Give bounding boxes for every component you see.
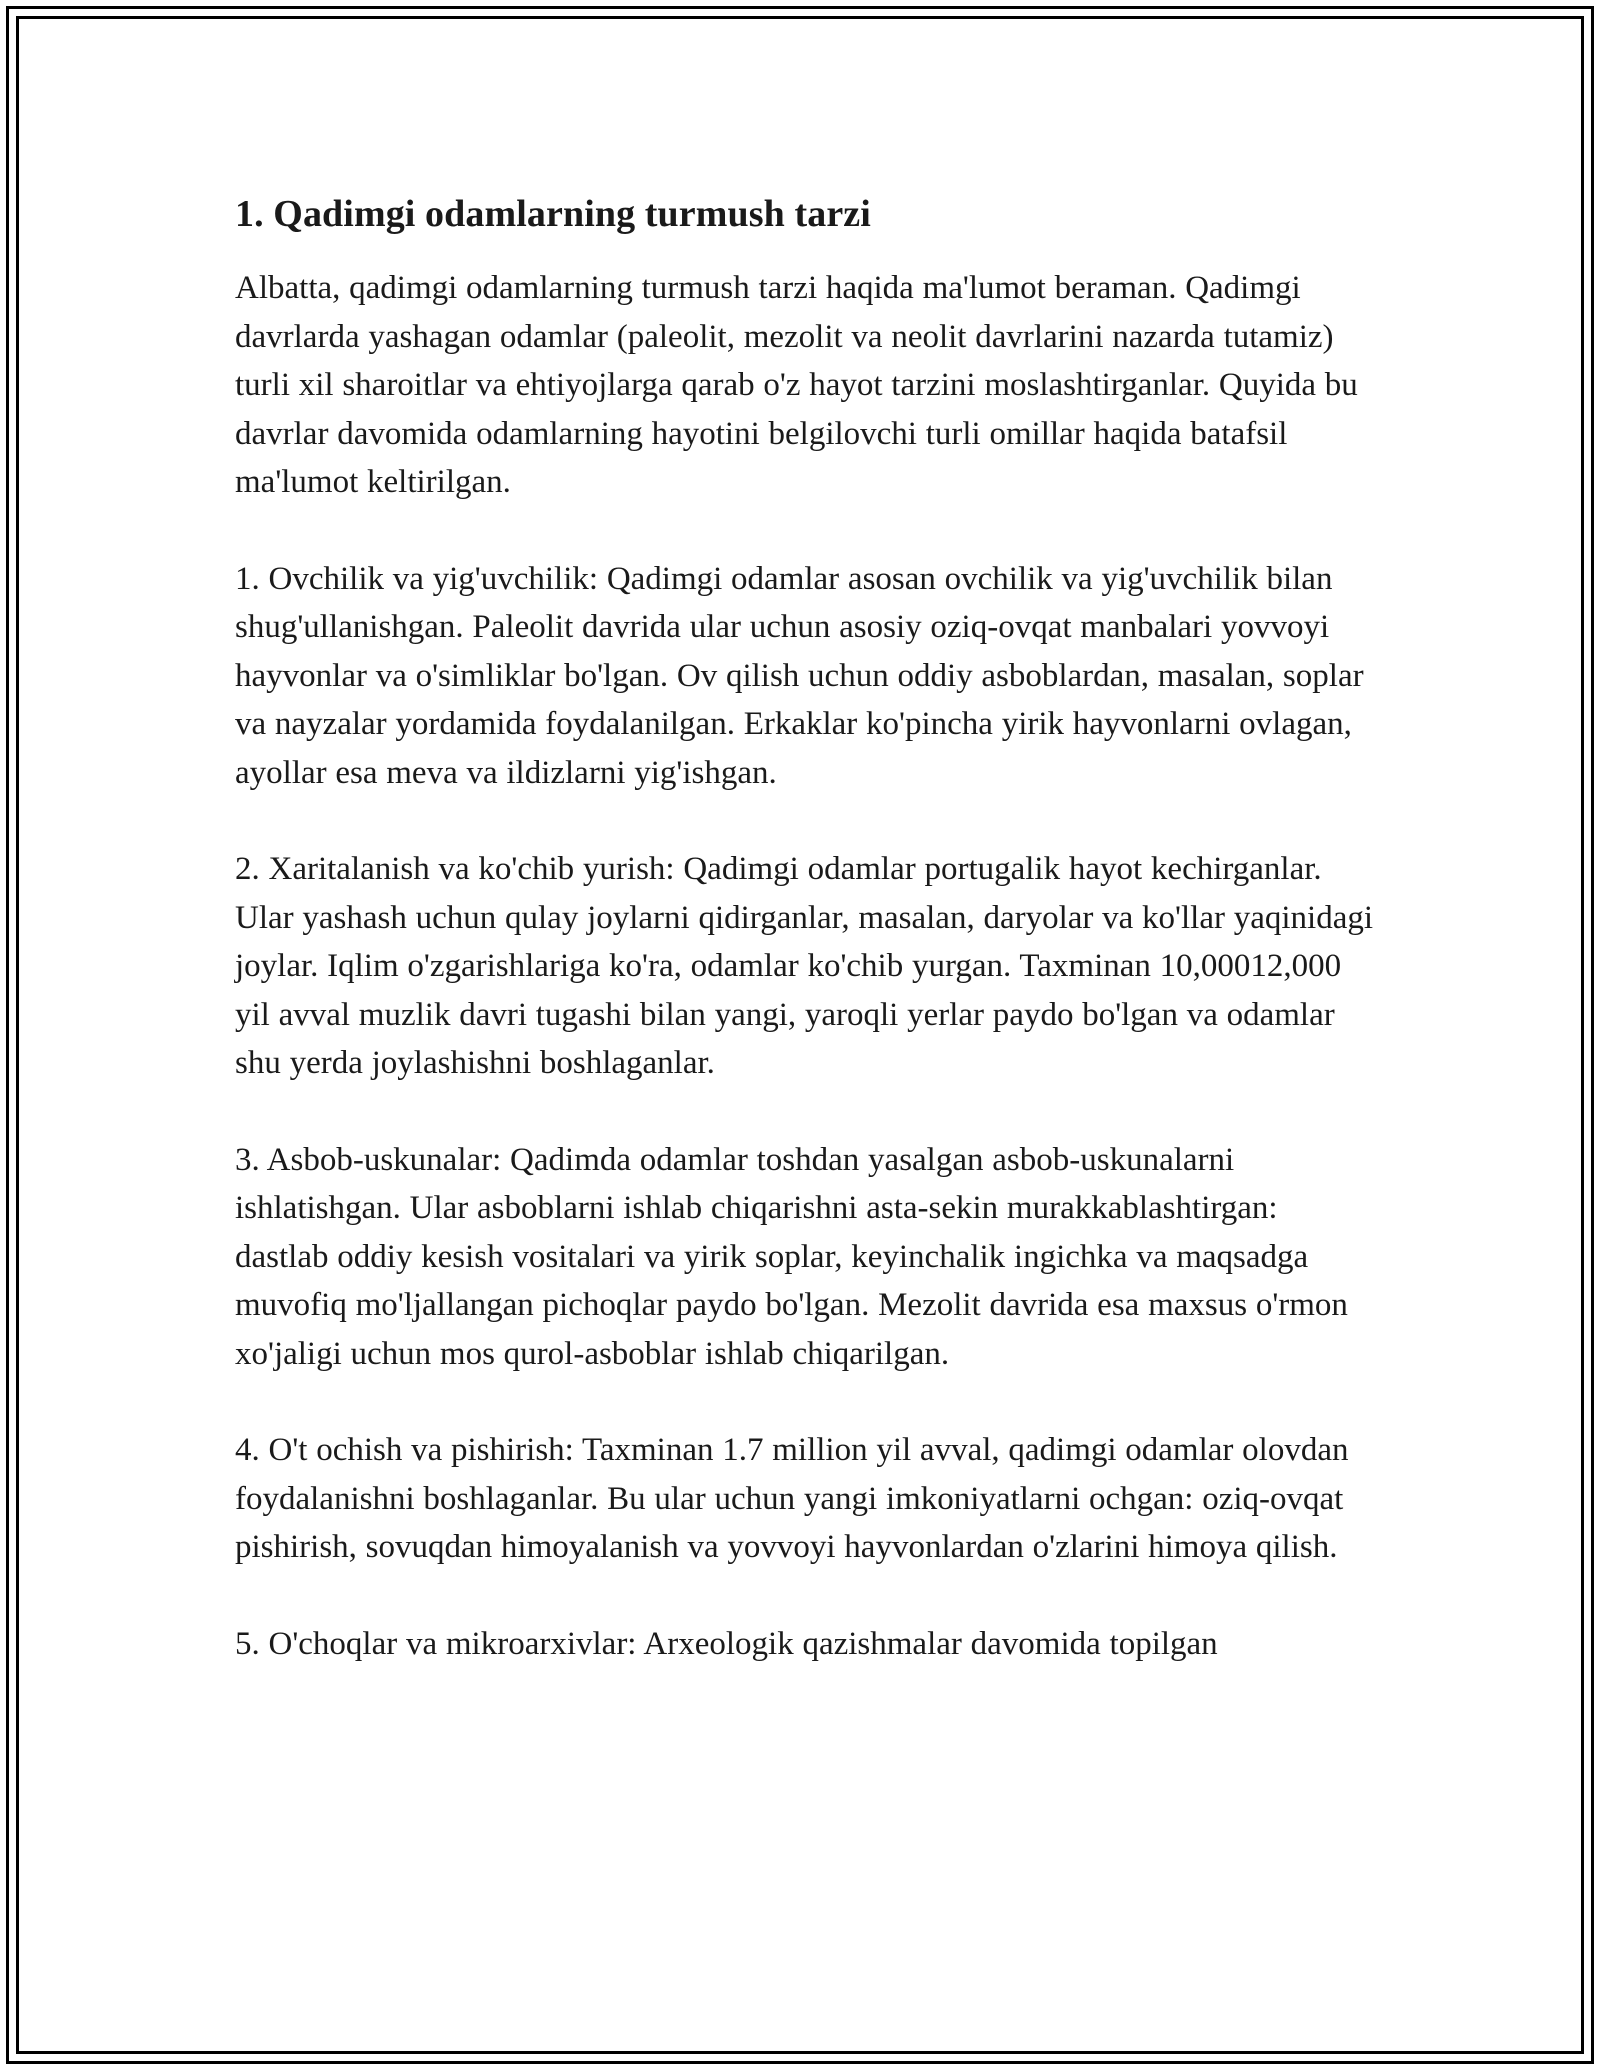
section-fire-cooking: 4. O't ochish va pishirish: Taxminan 1.7 million yil avval, qadimgi odamlar olovdan foydalanishni boshlaganlar. Bu ular uchun yangi imkoniyatlarni ochgan: oziq-ovqat pishirish, sovuqdan himoyalanish va yovvoyi hayvonlardan o'zlarini himoya qilish. [235, 1432, 1349, 1565]
section-migration: 2. Xaritalanish va ko'chib yurish: Qadimgi odamlar portugalik hayot kechirganlar. Ular yashash uchun qulay joylarni qidirganlar, masalan, daryolar va ko'llar yaqinidagi joylar. Iqlim o'zgarishlariga ko'ra, odamlar ko'chib yurgan. Taxminan 10,00012,000 yil avval muzlik davri tugashi bilan yangi, yaroqli yerlar paydo bo'lgan va odamlar shu yerda joylashishni boshlaganlar. [235, 851, 1374, 1081]
document-body [235, 186, 1375, 1716]
intro-paragraph: Albatta, qadimgi odamlarning turmush tarzi haqida ma'lumot beraman. Qadimgi davrlarda yashagan odamlar (paleolit, mezolit va neolit davrlarini nazarda tutamiz) turli xil sharoitlar va ehtiyojlarga qarab o'z hayot tarzini moslashtirganlar. Quyida bu davrlar davomida odamlarning hayotini belgilovchi turli omillar haqida batafsil ma'lumot keltirilgan. [235, 270, 1358, 500]
section-tools: 3. Asbob-uskunalar: Qadimda odamlar toshdan yasalgan asbob-uskunalarni ishlatishgan. Ular asboblarni ishlab chiqarishni asta-sekin murakkablashtirgan: dastlab oddiy kesish vositalari va yirik soplar, keyinchalik ingichka va maqsadga muvofiq mo'ljallangan pichoqlar paydo bo'lgan. Mezolit davrida esa maxsus o'rmon xo'jaligi uchun mos qurol-asboblar ishlab chiqarilgan. [235, 1141, 1348, 1372]
document-title: 1. Qadimgi odamlarning turmush tarzi [235, 193, 871, 235]
section-hunting-gathering: 1. Ovchilik va yig'uvchilik: Qadimgi odamlar asosan ovchilik va yig'uvchilik bilan shug'ullanishgan. Paleolit davrida ular uchun asosiy oziq-ovqat manbalari yovvoyi hayvonlar va o'simliklar bo'lgan. Ov qilish uchun oddiy asboblardan, masalan, soplar va nayzalar yordamida foydalanilgan. Erkaklar ko'pincha yirik hayvonlarni ovlagan, ayollar esa meva va ildizlarni yig'ishgan. [235, 560, 1364, 791]
section-hearths: 5. O'choqlar va mikroarxivlar: Arxeologik qazishmalar davomida topilgan [235, 1625, 1218, 1662]
